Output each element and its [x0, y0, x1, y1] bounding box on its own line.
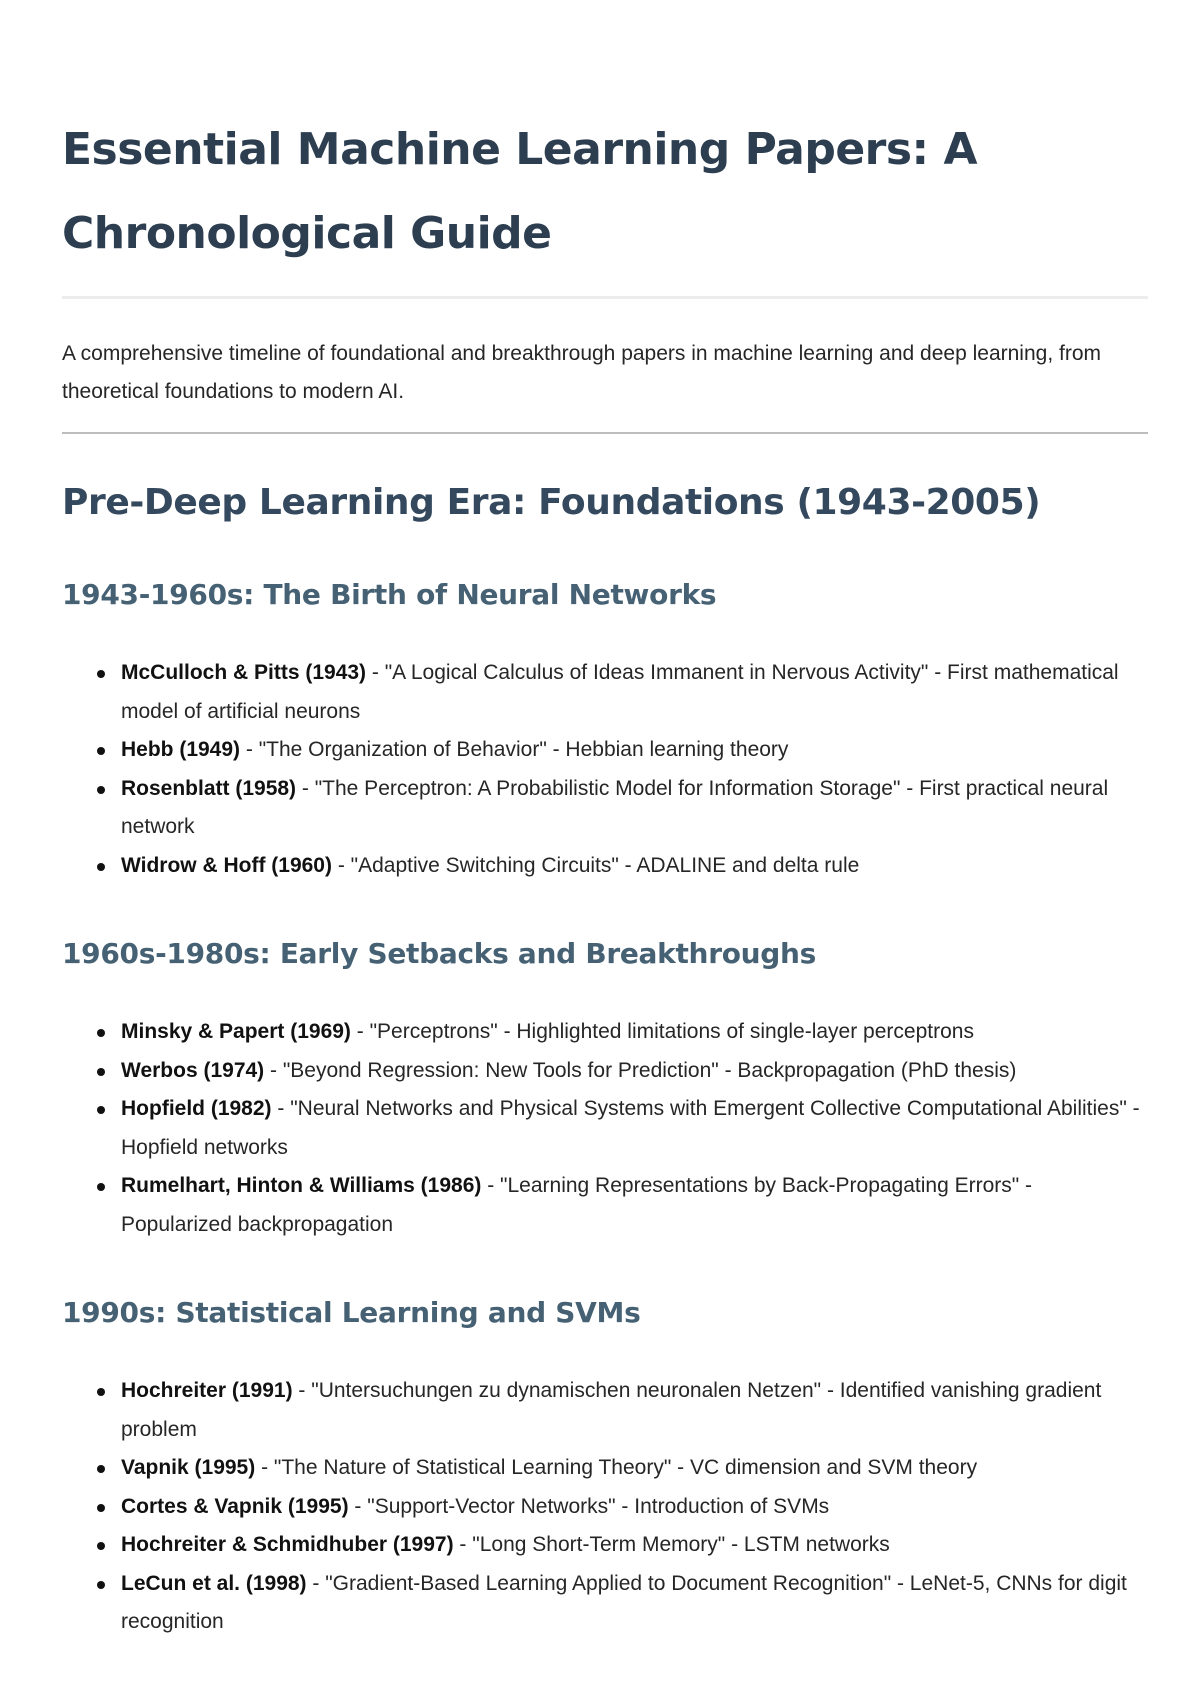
list-item — [121, 1372, 1148, 1449]
page-title: Essential Machine Learning Papers: A Chronological Guide — [62, 124, 978, 259]
paper-author: LeCun et al. (1998) — [121, 1571, 307, 1595]
paper-list — [62, 1372, 1148, 1642]
paper-author: Hochreiter (1991) — [121, 1379, 293, 1402]
paper-description: - "Neural Networks and Physical Systems with Emergent Collective Computational Abilities" - Hopfield networks — [121, 1097, 1140, 1159]
list-item — [121, 1013, 1148, 1052]
paper-author: McCulloch & Pitts (1943) — [121, 661, 367, 684]
section-heading: 1960s-1980s: Early Setbacks and Breakthroughs — [62, 937, 817, 970]
paper-author: Werbos (1974) — [121, 1058, 265, 1082]
list-item — [121, 1090, 1148, 1167]
list-item — [121, 1449, 1148, 1488]
paper-description: - "Long Short-Term Memory" - LSTM networks — [453, 1533, 890, 1556]
paper-author: Cortes & Vapnik (1995) — [121, 1494, 349, 1518]
list-item — [121, 1488, 1148, 1527]
paper-author: Minsky & Papert (1969) — [121, 1020, 351, 1043]
list-item — [121, 654, 1148, 731]
paper-list — [62, 1013, 1148, 1244]
paper-description: - "The Nature of Statistical Learning Theory" - VC dimension and SVM theory — [255, 1456, 978, 1479]
paper-author: Hochreiter & Schmidhuber (1997) — [121, 1533, 454, 1556]
list-item — [121, 1565, 1148, 1642]
section-birth-of-neural-networks — [62, 576, 1148, 885]
paper-author: Rumelhart, Hinton & Williams (1986) — [121, 1174, 482, 1197]
paper-author: Hebb (1949) — [121, 738, 241, 761]
paper-author: Rosenblatt (1958) — [121, 776, 297, 800]
paper-description: - "Perceptrons" - Highlighted limitations of single-layer perceptrons — [350, 1020, 974, 1043]
paper-author: Hopfield (1982) — [121, 1097, 272, 1120]
era-heading: Pre-Deep Learning Era: Foundations (1943-2005) — [62, 482, 1041, 523]
paper-description: - "Untersuchungen zu dynamischen neuronalen Netzen" - Identified vanishing gradient problem — [121, 1379, 1102, 1441]
title-divider — [62, 296, 1148, 299]
section-heading: 1990s: Statistical Learning and SVMs — [62, 1296, 641, 1329]
section-heading: 1943-1960s: The Birth of Neural Networks — [62, 578, 717, 611]
section-statistical-learning — [62, 1294, 1148, 1642]
paper-description: - "A Logical Calculus of Ideas Immanent in Nervous Activity" - First mathematical model of artificial neurons — [121, 661, 1119, 723]
list-item — [121, 770, 1148, 847]
paper-description: - "Adaptive Switching Circuits" - ADALINE and delta rule — [331, 853, 860, 877]
paper-author: Vapnik (1995) — [121, 1456, 256, 1479]
paper-description: - "Gradient-Based Learning Applied to Document Recognition" - LeNet-5, CNNs for digit recognition — [121, 1571, 1127, 1633]
section-early-setbacks — [62, 935, 1148, 1244]
list-item — [121, 731, 1148, 770]
intro-paragraph: A comprehensive timeline of foundational and breakthrough papers in machine learning and deep learning, from theoretical foundations to modern AI. — [62, 342, 1101, 403]
list-item — [121, 1167, 1148, 1244]
list-item — [121, 1052, 1148, 1091]
paper-description: - "Beyond Regression: New Tools for Prediction" - Backpropagation (PhD thesis) — [264, 1058, 1017, 1082]
paper-list — [62, 654, 1148, 885]
list-item — [121, 847, 1148, 886]
list-item — [121, 1526, 1148, 1565]
paper-author: Widrow & Hoff (1960) — [121, 853, 332, 877]
paper-description: - "The Organization of Behavior" - Hebbian learning theory — [240, 738, 789, 761]
horizontal-rule — [62, 432, 1148, 434]
paper-description: - "Support-Vector Networks" - Introduction of SVMs — [348, 1494, 830, 1518]
paper-description: - "Learning Representations by Back-Propagating Errors" - Popularized backpropagation — [121, 1174, 1033, 1236]
paper-description: - "The Perceptron: A Probabilistic Model for Information Storage" - First practical neural network — [121, 776, 1109, 838]
